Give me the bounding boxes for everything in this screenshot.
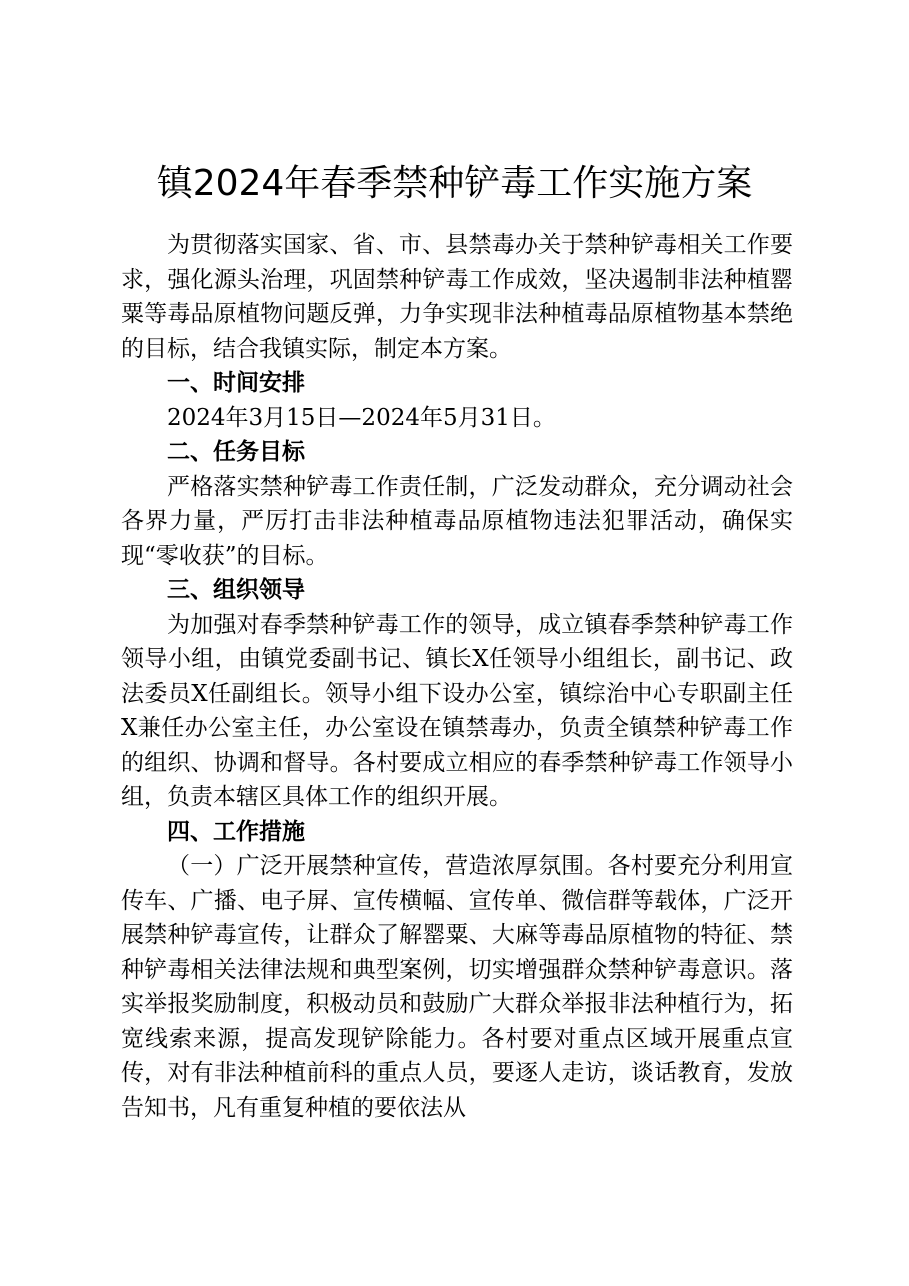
section-text-schedule: 2024年3月15日—2024年5月31日。	[167, 404, 556, 431]
document-title: 镇2024年春季禁种铲毒工作实施方案	[156, 163, 753, 204]
section-text-leadership: 为加强对春季禁种铲毒工作的领导，成立镇春季禁种铲毒工作领导小组，由镇党委副书记、镇长X任领导小组组长，副书记、政法委员X任副组长。领导小组下设办公室，镇综治中心专职副主任X兼任办公室主任，办公室设在镇禁毒办，负责全镇禁种铲毒工作的组织、协调和督导。各村要成立相应的春季禁种铲毒工作领导小组，负责本辖区具体工作的组织开展。	[121, 611, 793, 810]
intro-paragraph: 为贯彻落实国家、省、市、县禁毒办关于禁种铲毒相关工作要求，强化源头治理，巩固禁种铲毒工作成效，坚决遏制非法种植罂粟等毒品原植物问题反弹，力争实现非法种植毒品原植物基本禁绝的目标，结合我镇实际，制定本方案。	[121, 232, 793, 362]
section-heading-schedule: 一、时间安排	[167, 370, 305, 396]
section-heading-measures: 四、工作措施	[167, 818, 305, 845]
section-heading-leadership: 三、组织领导	[167, 577, 305, 603]
section-text-goals: 严格落实禁种铲毒工作责任制，广泛发动群众，充分调动社会各界力量，严厉打击非法种植毒品原植物违法犯罪活动，确保实现“零收获”的目标。	[121, 473, 793, 569]
section-text-measures: （一）广泛开展禁种宣传，营造浓厚氛围。各村要充分利用宣传车、广播、电子屏、宣传横幅、宣传单、微信群等载体，广泛开展禁种铲毒宣传，让群众了解罂粟、大麻等毒品原植物的特征、禁种铲毒相关法律法规和典型案例，切实增强群众禁种铲毒意识。落实举报奖励制度，积极动员和鼓励广大群众举报非法种植行为，拓宽线索来源，提高发现铲除能力。各村要对重点区域开展重点宣传，对有非法种植前科的重点人员，要逐人走访，谈话教育，发放告知书，凡有重复种植的要依法从	[121, 853, 793, 1121]
document-body	[121, 224, 793, 1125]
section-heading-goals: 二、任务目标	[167, 439, 305, 465]
